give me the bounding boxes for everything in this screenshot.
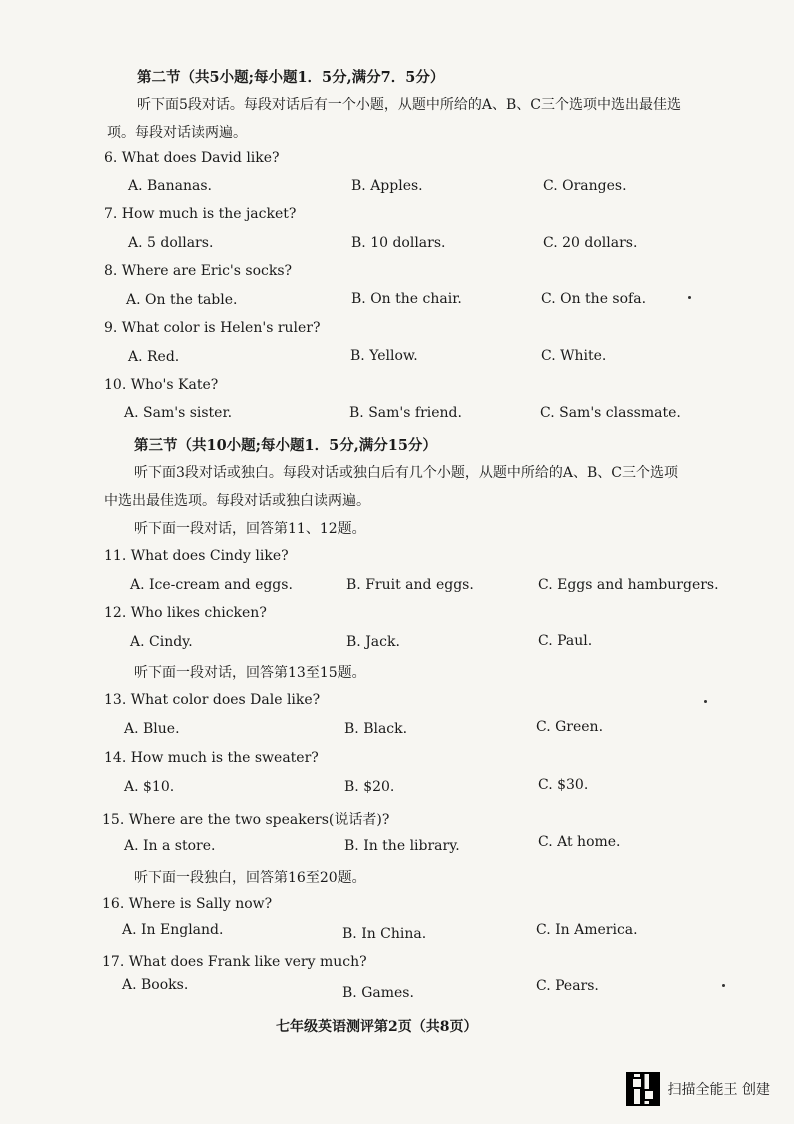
question-10: 10. Who's Kate? xyxy=(104,377,219,393)
scan-speck xyxy=(722,984,725,987)
section3-instruction-1: 听下面3段对话或独白。每段对话或独白后有几个小题，从题中所给的A、B、C三个选项 xyxy=(134,465,679,481)
q7-option-a: A. 5 dollars. xyxy=(128,235,214,251)
section3-sub-1: 听下面一段对话，回答第11、12题。 xyxy=(134,521,366,537)
question-8: 8. Where are Eric's socks? xyxy=(104,263,293,279)
q14-option-b: B. $20. xyxy=(344,779,395,795)
section3-title: 第三节（共10小题;每小题1．5分,满分15分） xyxy=(134,437,437,454)
section3-sub-2: 听下面一段对话，回答第13至15题。 xyxy=(134,665,366,681)
q16-option-a: A. In England. xyxy=(122,922,224,938)
q11-option-c: C. Eggs and hamburgers. xyxy=(538,577,719,593)
question-15: 15. Where are the two speakers(说话者)? xyxy=(102,812,390,828)
q13-option-a: A. Blue. xyxy=(124,721,180,737)
q15-option-a: A. In a store. xyxy=(124,838,216,854)
q10-option-b: B. Sam's friend. xyxy=(349,405,462,421)
q14-option-a: A. $10. xyxy=(124,779,175,795)
question-7: 7. How much is the jacket? xyxy=(104,206,297,222)
q11-option-b: B. Fruit and eggs. xyxy=(346,577,474,593)
q13-option-b: B. Black. xyxy=(344,721,408,737)
q8-option-b: B. On the chair. xyxy=(351,291,462,307)
q17-option-c: C. Pears. xyxy=(536,978,599,994)
q14-option-c: C. $30. xyxy=(538,777,589,793)
q15-option-b: B. In the library. xyxy=(344,838,460,854)
question-11: 11. What does Cindy like? xyxy=(104,548,289,564)
q6-option-a: A. Bananas. xyxy=(128,178,213,194)
q6-option-c: C. Oranges. xyxy=(543,178,627,194)
qr-code-icon xyxy=(626,1072,660,1106)
scanner-watermark xyxy=(626,1072,770,1106)
q9-option-c: C. White. xyxy=(541,348,607,364)
question-12: 12. Who likes chicken? xyxy=(104,605,267,621)
question-14: 14. How much is the sweater? xyxy=(104,750,319,766)
section2-title: 第二节（共5小题;每小题1．5分,满分7．5分） xyxy=(137,69,445,86)
q9-option-b: B. Yellow. xyxy=(350,348,418,364)
q16-option-b: B. In China. xyxy=(342,926,427,942)
scanner-label: 扫描全能王 创建 xyxy=(667,1082,770,1098)
section3-sub-3: 听下面一段独白，回答第16至20题。 xyxy=(134,870,366,886)
q8-option-c: C. On the sofa. xyxy=(541,291,647,307)
q7-option-c: C. 20 dollars. xyxy=(543,235,638,251)
q16-option-c: C. In America. xyxy=(536,922,638,938)
q9-option-a: A. Red. xyxy=(128,349,180,365)
q17-option-b: B. Games. xyxy=(342,985,414,1001)
section2-instruction-2: 项。每段对话读两遍。 xyxy=(107,125,247,141)
question-16: 16. Where is Sally now? xyxy=(102,896,273,912)
q17-option-a: A. Books. xyxy=(122,977,189,993)
section2-instruction-1: 听下面5段对话。每段对话后有一个小题，从题中所给的A、B、C三个选项中选出最佳选 xyxy=(137,97,682,113)
q11-option-a: A. Ice-cream and eggs. xyxy=(130,577,293,593)
question-13: 13. What color does Dale like? xyxy=(104,692,321,708)
q13-option-c: C. Green. xyxy=(536,719,604,735)
question-17: 17. What does Frank like very much? xyxy=(102,954,367,970)
scan-speck xyxy=(704,700,707,703)
scan-speck xyxy=(688,296,691,299)
q12-option-a: A. Cindy. xyxy=(130,634,193,650)
q6-option-b: B. Apples. xyxy=(351,178,423,194)
q12-option-b: B. Jack. xyxy=(346,634,400,650)
q12-option-c: C. Paul. xyxy=(538,633,593,649)
q8-option-a: A. On the table. xyxy=(126,292,238,308)
page-footer: 七年级英语测评第2页（共8页） xyxy=(276,1019,478,1035)
q7-option-b: B. 10 dollars. xyxy=(351,235,446,251)
section3-instruction-2: 中选出最佳选项。每段对话或独白读两遍。 xyxy=(104,493,370,509)
q10-option-c: C. Sam's classmate. xyxy=(540,405,681,421)
q10-option-a: A. Sam's sister. xyxy=(124,405,233,421)
question-9: 9. What color is Helen's ruler? xyxy=(104,320,321,336)
question-6: 6. What does David like? xyxy=(104,150,280,166)
q15-option-c: C. At home. xyxy=(538,834,621,850)
